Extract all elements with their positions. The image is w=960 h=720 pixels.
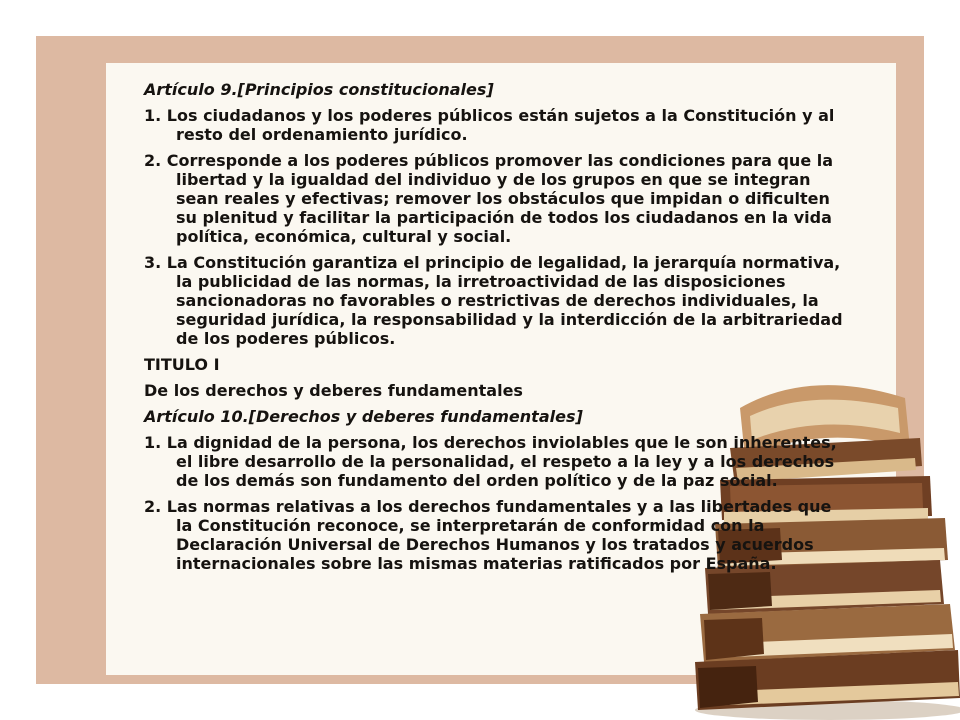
article-9-paragraph-2: 2. Corresponde a los poderes públicos promover las condiciones para que la libertad y la igualdad del individuo y de los grupos en que se integran sean reales y efectivas; remover los obstáculos que impidan o dificulten su plenitud y facilitar la participación de todos los ciudadanos en la vida política, económica, cultural y social. [144, 151, 834, 246]
article-9-paragraph-3: 3. La Constitución garantiza el principio de legalidad, la jerarquía normativa, la publicidad de las normas, la irretroactividad de las disposiciones sancionadoras no favorables o restrictivas de derechos individuales, la seguridad jurídica, la responsabilidad y la interdicción de la arbitrariedad de los poderes públicos. [144, 253, 843, 348]
title-subtitle: De los derechos y deberes fundamentales [144, 381, 523, 400]
article-9-paragraph-1: 1. Los ciudadanos y los poderes públicos están sujetos a la Constitución y al resto del ordenamiento jurídico. [144, 106, 835, 144]
article-10-paragraph-2: 2. Las normas relativas a los derechos fundamentales y a las libertades que la Constitución reconoce, se interpretarán de conformidad con la Declaración Universal de Derechos Humanos y los tratados y acuerdos internacionales sobre las mismas materias ratificados por España. [144, 497, 832, 573]
article-10-heading: Artículo 10.[Derechos y deberes fundamentales] [144, 407, 583, 426]
article-9-heading: Artículo 9.[Principios constitucionales] [144, 80, 494, 99]
article-10-paragraph-1: 1. La dignidad de la persona, los derechos inviolables que le son inherentes, el libre desarrollo de la personalidad, el respeto a la ley y a los derechos de los demás son fundamento del orden político y de la paz social. [144, 433, 837, 490]
title-label: TITULO I [144, 355, 220, 374]
document-text [144, 80, 844, 580]
